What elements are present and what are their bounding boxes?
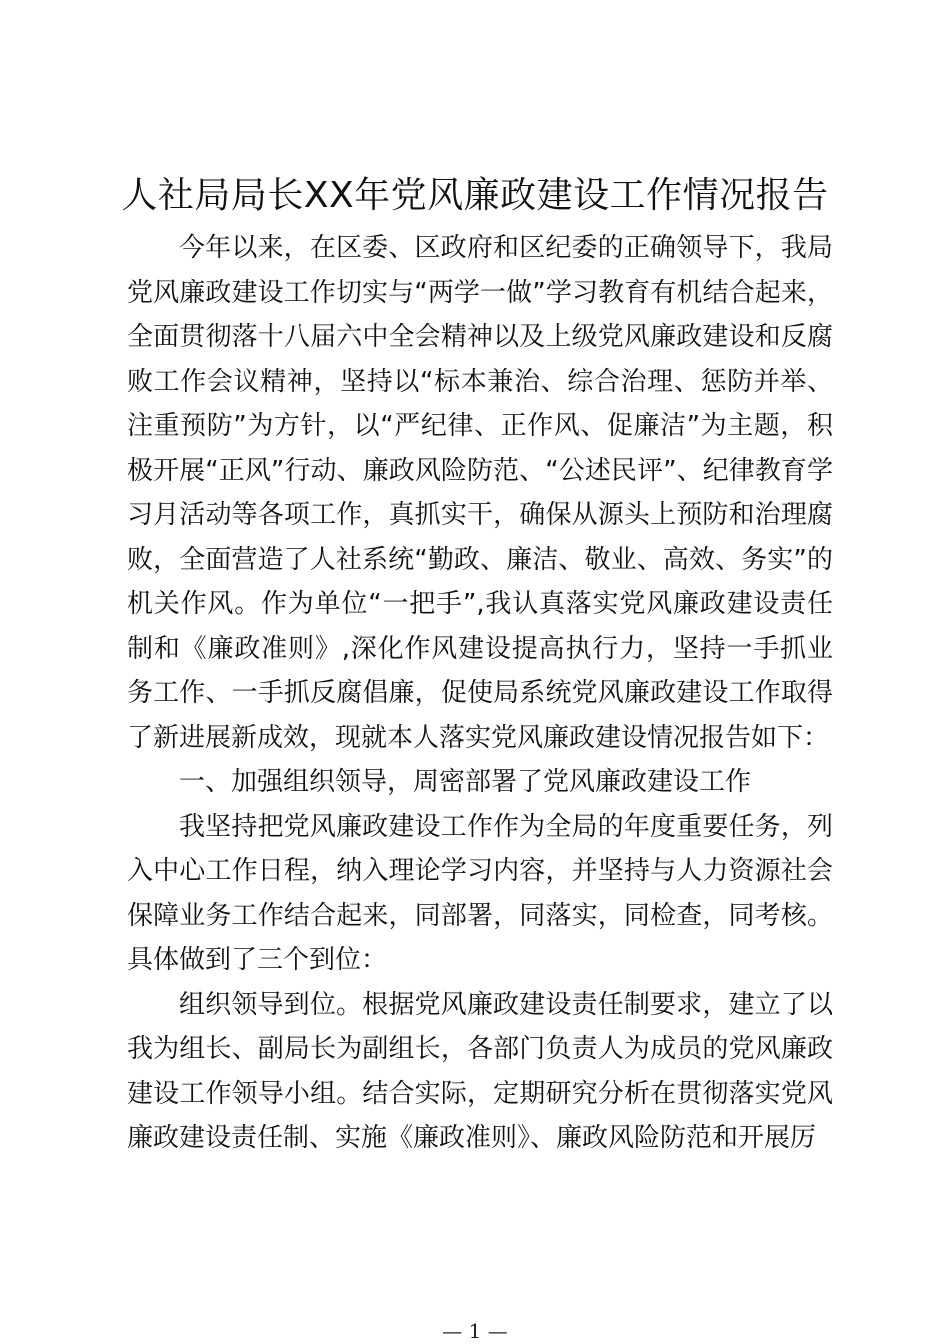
paragraph-organization-leadership: 组织领导到位。根据党风廉政建设责任制要求，建立了以我为组长、副局长为副组长，各部门负责人为成员的党风廉政建设工作领导小组。结合实际，定期研究分析在贯彻落实党风廉政建设责任制、实施《廉政准则》、廉政风险防范和开展厉	[127, 989, 833, 1153]
paragraph-section-1: 我坚持把党风廉政建设工作作为全局的年度重要任务，列入中心工作日程，纳入理论学习内容，并坚持与人力资源社会保障业务工作结合起来，同部署，同落实，同检查，同考核。具体做到了三个到位：	[127, 811, 833, 975]
paragraph-intro: 今年以来，在区委、区政府和区纪委的正确领导下，我局党风廉政建设工作切实与“两学一做”学习教育有机结合起来，全面贯彻落十八届六中全会精神以及上级党风廉政建设和反腐败工作会议精神，坚持以“标本兼治、综合治理、惩防并举、注重预防”为方针，以“严纪律、正作风、促廉洁”为主题，积极开展“正风”行动、廉政风险防范、“公述民评”、纪律教育学习月活动等各项工作，真抓实干，确保从源头上预防和治理腐败，全面营造了人社系统“勤政、廉洁、敬业、高效、务实”的机关作风。作为单位“一把手”,我认真落实党风廉政建设责任制和《廉政准则》,深化作风建设提高执行力，坚持一手抓业务工作、一手抓反腐倡廉，促使局系统党风廉政建设工作取得了新进展新成效，现就本人落实党风廉政建设情况报告如下：	[127, 233, 833, 753]
page-number: — 1 —	[442, 1319, 508, 1343]
document-body	[127, 226, 833, 1161]
section-heading-1: 一、加强组织领导，周密部署了党风廉政建设工作	[179, 767, 752, 797]
document-title: 人社局局长XX年党风廉政建设工作情况报告	[121, 175, 829, 216]
